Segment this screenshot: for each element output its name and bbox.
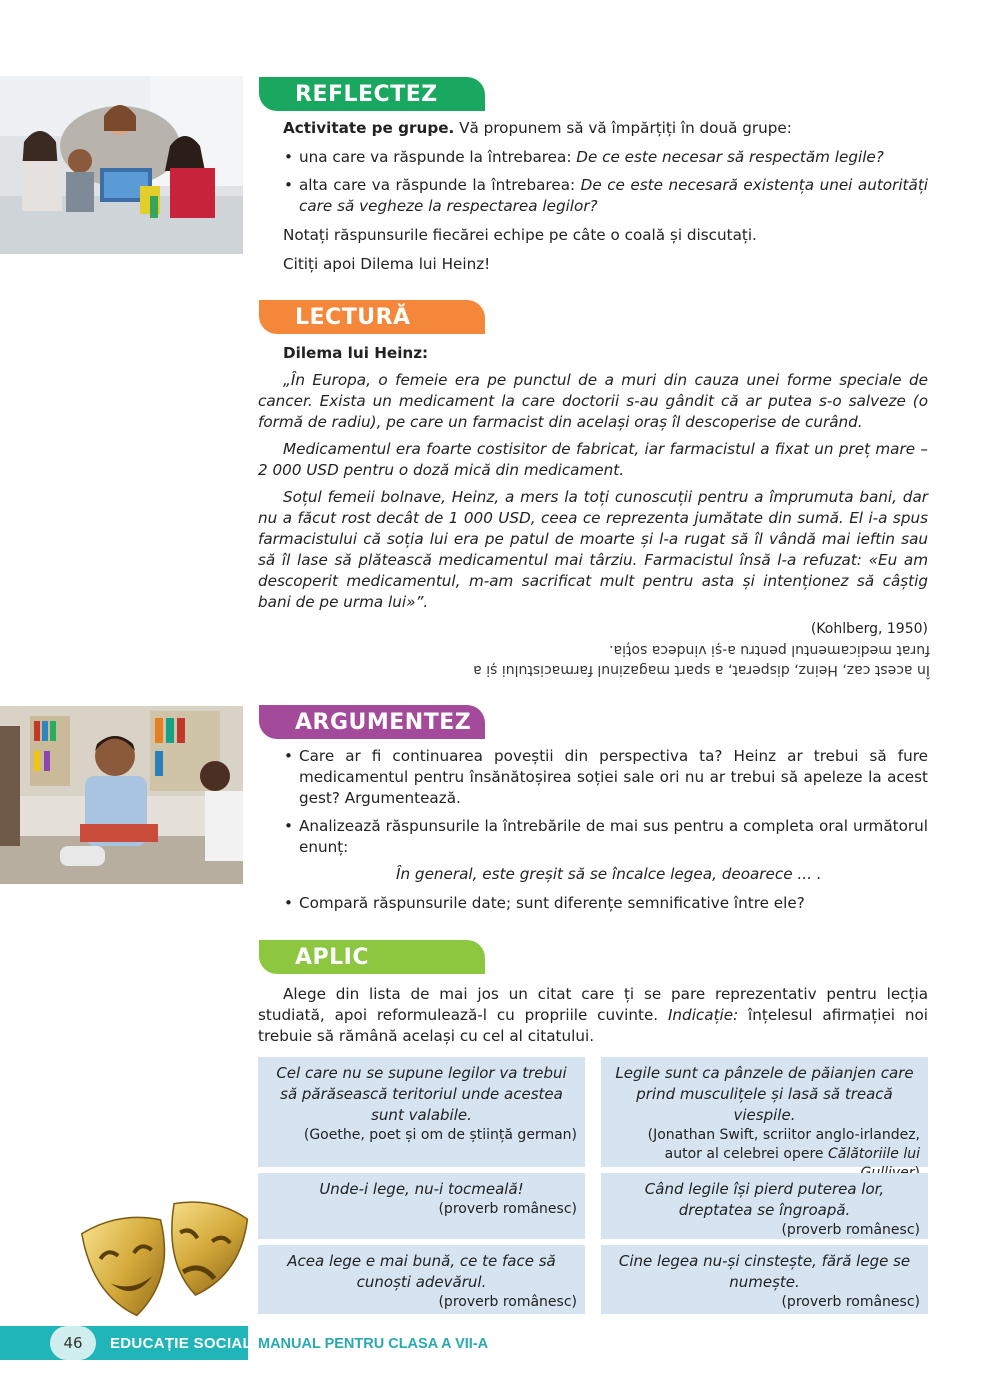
quote-card: [258, 1245, 585, 1314]
argumentez-statement: În general, este greșit să se încalce legea, deoarece ... .: [396, 865, 822, 883]
quote-card: [601, 1173, 928, 1239]
theatre-masks-icon: [80, 1195, 250, 1325]
reflectez-line2: Citiți apoi Dilema lui Heinz!: [283, 255, 491, 273]
argumentez-banner: [259, 705, 485, 739]
lectura-paragraph-3: Soțul femeii bolnave, Heinz, a mers la toți cunoscuții pentru a împrumuta bani, dar nu a făcut rost decât de 1 000 USD, ceea ce reprezenta jumătate din sumă. El i-a spus farmacistului că soția lui era pe patul de moarte și l-a rugat să îl vândă mai ieftin sau să îl lase să plătească medicamentul mai târziu. Farmacistul însă l-a refuzat: «Eu am descoperit medicamentul, m-am sacrificat mult pentru asta și intenționez să câștig bani de pe urma lui»”.: [258, 488, 928, 611]
aplic-intro: [258, 984, 928, 1047]
quote-source: (proverb românesc): [438, 1201, 577, 1217]
quote-source-text: (Jonathan Swift, scriitor anglo-irlandez, autor al celebrei opere: [647, 1127, 920, 1162]
reflectez-title: REFLECTEZ: [295, 82, 438, 107]
page-number: 46: [50, 1326, 96, 1360]
list-item: • Care ar fi continuarea poveștii din perspectiva ta? Heinz ar trebui să fure medicamentul pentru însănătoșirea soției sale ori nu ar trebui să apeleze la acest gest? Argumentează.: [258, 746, 928, 809]
aplic-title: APLIC: [295, 945, 369, 970]
children-reading-photo: [0, 706, 243, 884]
quote-source: (Goethe, poet și om de știință german): [303, 1127, 577, 1143]
quote-text: Acea lege e mai bună, ce te face să cunoști adevărul.: [287, 1252, 556, 1291]
argumentez-title: ARGUMENTEZ: [295, 710, 472, 735]
reflectez-banner: [259, 77, 485, 111]
aplic-intro-b: înțelesul afirmației noi trebuie să rămână același cu cel al citatului.: [258, 1006, 928, 1045]
footer-subject: EDUCAȚIE SOCIALĂ: [110, 1335, 264, 1352]
lectura-heading: Dilema lui Heinz:: [283, 344, 429, 362]
aplic-intro-a: Alege din lista de mai jos un citat care ți se pare reprezentativ pentru lecția studiată, apoi reformulează-l cu propriile cuvinte.: [258, 985, 928, 1024]
quote-text: Când legile își pierd puterea lor, dreptatea se îngroapă.: [644, 1180, 885, 1219]
upside-down-answer: În acest caz, Heinz, disperat, a spart magazinul farmacistului și a furat medicamentul pentru a-și vindeca soția.: [473, 642, 930, 678]
footer-book-title: MANUAL PENTRU CLASA A VII-A: [258, 1336, 489, 1352]
quote-card: [258, 1057, 585, 1167]
reflectez-intro-bold: Activitate pe grupe.: [283, 119, 455, 137]
quote-card: [258, 1173, 585, 1239]
quote-source: (proverb românesc): [438, 1294, 577, 1310]
list-item: • Analizează răspunsurile la întrebările de mai sus pentru a completa oral următorul enunț:: [258, 816, 928, 858]
argumentez-content: [258, 746, 928, 922]
quote-source: (proverb românesc): [781, 1222, 920, 1238]
list-item: [258, 175, 928, 217]
classroom-photo: [0, 76, 243, 254]
lectura-source: (Kohlberg, 1950): [810, 621, 928, 637]
quote-text: Legile sunt ca pânzele de păianjen care prind musculițele și lasă să treacă viespile.: [615, 1064, 914, 1124]
aplic-banner: [259, 940, 485, 974]
quote-card: [601, 1057, 928, 1167]
reflectez-content: [258, 118, 928, 283]
bullet-question: De ce este necesar să respectăm legile?: [576, 148, 884, 166]
quote-card: [601, 1245, 928, 1314]
bullet-text: alta care va răspunde la întrebarea:: [299, 176, 581, 194]
quotes-grid: [258, 1057, 928, 1314]
list-item: • Compară răspunsurile date; sunt diferențe semnificative între ele?: [258, 893, 928, 914]
lectura-banner: [259, 300, 485, 334]
quote-text: Unde-i lege, nu-i tocmeală!: [319, 1180, 524, 1198]
lectura-content: [258, 343, 928, 648]
reflectez-bullets: [258, 147, 928, 217]
lectura-paragraph-1: „În Europa, o femeie era pe punctul de a muri din cauza unei forme speciale de cancer. Exista un medicament la care doctorii s-au gândit că ar putea s-o salveze (o formă de radiu), pe care un farmacist din același oraș îl descoperise de curând.: [258, 371, 928, 431]
quote-source: (proverb românesc): [781, 1294, 920, 1310]
reflectez-intro-rest: Vă propunem să vă împărțiți în două grupe:: [454, 119, 792, 137]
quote-text: Cine legea nu-și cinstește, fără lege se numește.: [618, 1252, 911, 1291]
bullet-question: De ce este necesară existența unei autorități care să vegheze la respectarea legilor?: [299, 176, 928, 215]
argumentez-bullets: [258, 746, 928, 858]
lectura-title: LECTURĂ: [295, 305, 411, 330]
quote-text: Cel care nu se supune legilor va trebui să părăsească teritoriul unde acestea sunt valabile.: [276, 1064, 567, 1124]
list-item: [258, 147, 928, 168]
bullet-text: una care va răspunde la întrebarea:: [299, 148, 577, 166]
quote-source-work: Călătoriile lui: [827, 1146, 920, 1162]
aplic-intro-hint: Indicație:: [667, 1006, 739, 1024]
argumentez-bullets-2: [258, 893, 928, 914]
lectura-paragraph-2: Medicamentul era foarte costisitor de fabricat, iar farmacistul a fixat un preț mare – 2 000 USD pentru o doză mică din medicament.: [258, 440, 928, 479]
reflectez-line1: Notați răspunsurile fiecărei echipe pe câte o coală și discutați.: [283, 226, 757, 244]
